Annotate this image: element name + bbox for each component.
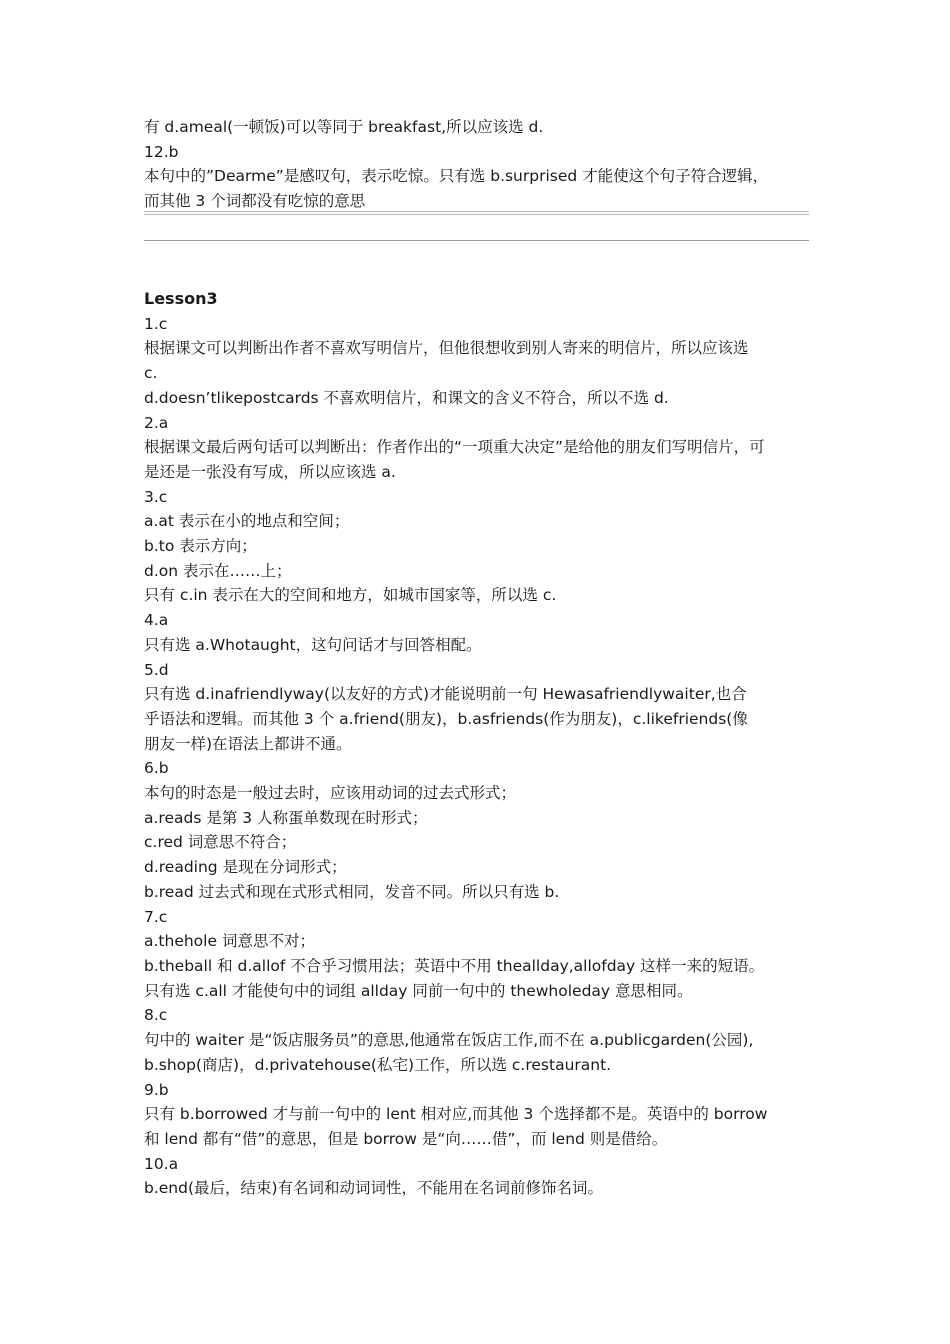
text-line: c. xyxy=(144,364,158,383)
text-line: d.doesn’tlikepostcards 不喜欢明信片，和课文的含义不符合，所以不选 d. xyxy=(144,388,669,407)
double-divider xyxy=(144,211,809,215)
answer-number: 9.b xyxy=(144,1080,169,1099)
text-line: d.on 表示在……上； xyxy=(144,561,292,580)
text-line: b.end(最后，结束)有名词和动词词性，不能用在名词前修饰名词。 xyxy=(144,1179,604,1198)
previous-answers xyxy=(144,115,809,214)
answer-number: 7.c xyxy=(144,907,168,926)
text-line: 本句的时态是一般过去时，应该用动词的过去式形式； xyxy=(144,784,517,803)
text-line: 本句中的”Dearme”是感叹句，表示吃惊。只有选 b.surprised 才能使这个句子符合逻辑， xyxy=(144,167,769,186)
text-line: 只有选 d.inafriendlyway(以友好的方式)才能说明前一句 Hewasafriendlywaiter,也合 xyxy=(144,685,747,704)
text-line: d.reading 是现在分词形式； xyxy=(144,858,347,877)
text-line: 只有 c.in 表示在大的空间和地方，如城市国家等，所以选 c. xyxy=(144,586,557,605)
answer-number: 8.c xyxy=(144,1006,168,1025)
answer-number: 3.c xyxy=(144,487,168,506)
text-line: b.read 过去式和现在式形式相同，发音不同。所以只有选 b. xyxy=(144,882,560,901)
text-line: b.shop(商店)，d.privatehouse(私宅)工作，所以选 c.restaurant. xyxy=(144,1055,612,1074)
text-line: 而其他 3 个词都没有吃惊的意思 xyxy=(144,192,366,211)
answer-number: 10.a xyxy=(144,1154,179,1173)
text-line: c.red 词意思不符合； xyxy=(144,833,297,852)
text-line: 有 d.ameal(一顿饭)可以等同于 breakfast,所以应该选 d. xyxy=(144,118,544,136)
text-line: a.thehole 词意思不对； xyxy=(144,932,315,951)
text-line: b.to 表示方向； xyxy=(144,537,257,556)
text-line: a.at 表示在小的地点和空间； xyxy=(144,512,350,531)
text-line: 是还是一张没有写成，所以应该选 a. xyxy=(144,462,396,481)
text-line: 根据课文可以判断出作者不喜欢写明信片，但他很想收到别人寄来的明信片，所以应该选 xyxy=(144,339,749,358)
text-line: 朋友一样)在语法上都讲不通。 xyxy=(144,734,352,753)
horizontal-rule xyxy=(144,240,809,241)
answer-number: 5.d xyxy=(144,660,169,679)
text-line: 根据课文最后两句话可以判断出：作者作出的“一项重大决定”是给他的朋友们写明信片，可 xyxy=(144,438,765,457)
answer-number: 2.a xyxy=(144,413,169,432)
lesson-heading: Lesson3 xyxy=(144,289,218,308)
answer-number: 1.c xyxy=(144,314,168,333)
text-line: a.reads 是第 3 人称蛋单数现在时形式； xyxy=(144,808,428,827)
lesson-section xyxy=(144,287,809,1201)
text-line: b.theball 和 d.allof 不合乎习惯用法；英语中不用 theallday,allofday 这样一来的短语。 xyxy=(144,956,765,975)
answer-number: 4.a xyxy=(144,611,169,630)
text-line: 只有 b.borrowed 才与前一句中的 lent 相对应,而其他 3 个选择都不是。英语中的 borrow xyxy=(144,1105,768,1124)
answer-number: 12.b xyxy=(144,142,179,161)
text-line: 只有选 a.Whotaught，这句问话才与回答相配。 xyxy=(144,635,482,654)
answer-number: 6.b xyxy=(144,759,169,778)
text-line: 句中的 waiter 是“饭店服务员”的意思,他通常在饭店工作,而不在 a.publicgarden(公园), xyxy=(144,1031,754,1050)
text-line: 和 lend 都有“借”的意思，但是 borrow 是“向……借”，而 lend 则是借给。 xyxy=(144,1129,668,1148)
text-line: 只有选 c.all 才能使句中的词组 allday 同前一句中的 thewholeday 意思相同。 xyxy=(144,981,693,1000)
text-line: 乎语法和逻辑。而其他 3 个 a.friend(朋友)，b.asfriends(作为朋友)，c.likefriends(像 xyxy=(144,709,748,728)
